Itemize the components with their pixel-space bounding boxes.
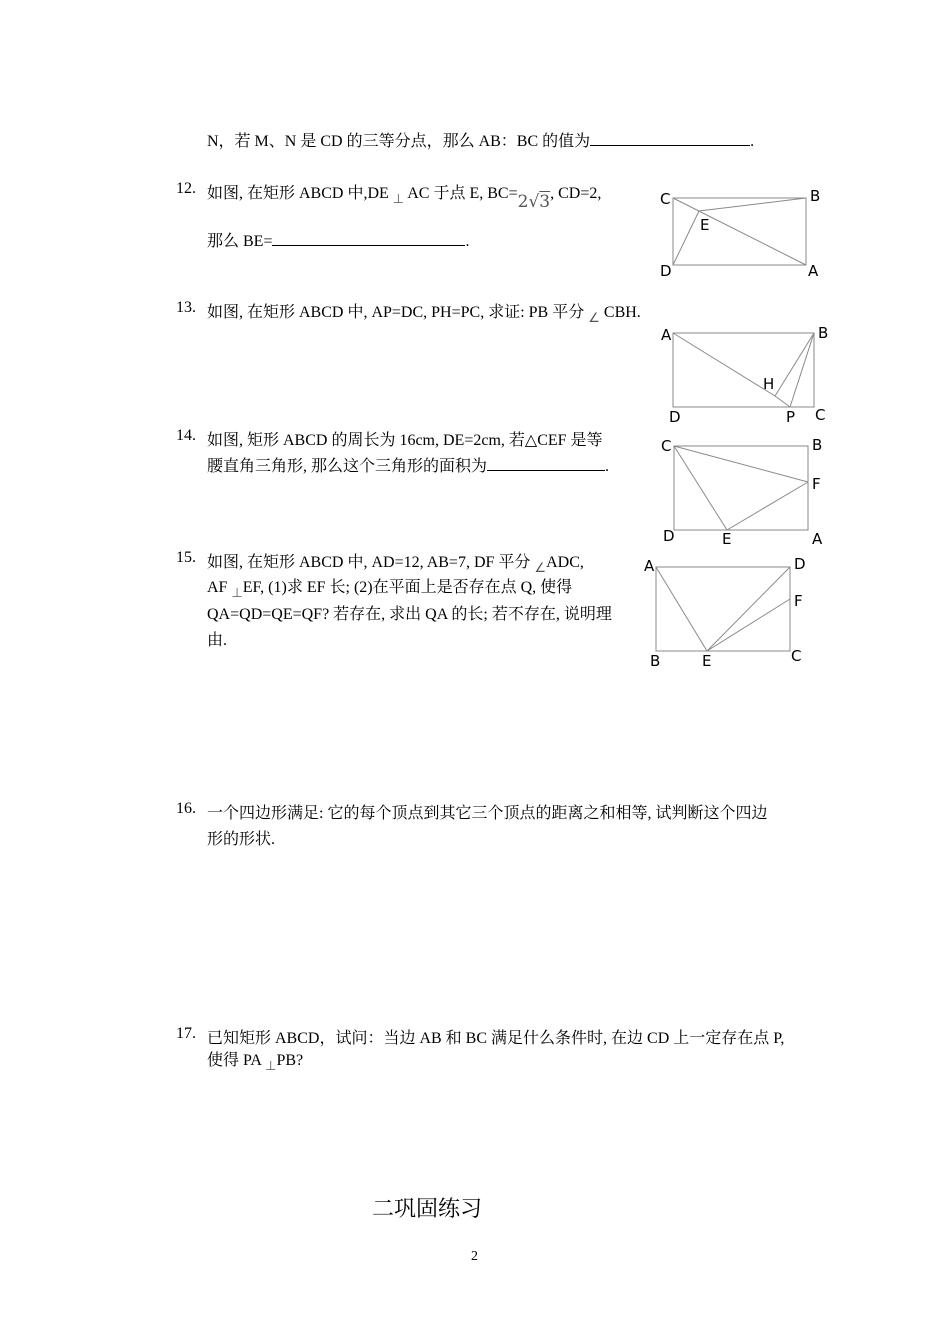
q13-label-h: H <box>763 375 775 393</box>
section-title: 二巩固练习 <box>372 1197 483 1222</box>
q12-line-2 <box>207 228 469 251</box>
q12-line-1 <box>207 180 602 212</box>
q12-text-2: 那么 BE= <box>207 233 273 250</box>
q14-segment-ef <box>727 482 808 530</box>
q13-segment-ah <box>673 333 775 396</box>
q15-label-e: E <box>702 652 712 670</box>
q12-diagonal-ca <box>673 198 806 265</box>
q14-label-d: D <box>663 527 675 545</box>
q12-text-1b: AC 于点 E, BC= <box>407 185 518 202</box>
q14-end: . <box>605 458 610 475</box>
q12-text-1c: , CD=2, <box>550 185 602 202</box>
q13-segment-hp <box>775 396 790 407</box>
q12-sqrt-radicand: 3 <box>539 192 551 212</box>
q13-line-1 <box>207 299 641 326</box>
q15-label-a: A <box>644 557 655 575</box>
q14-figure <box>655 434 830 548</box>
q14-label-e: E <box>722 530 732 548</box>
q16-number: 16. <box>176 800 196 817</box>
q14-label-c: C <box>661 437 672 455</box>
q14-label-f: F <box>812 475 821 493</box>
q13-segment-pb <box>790 333 814 407</box>
q11-answer-blank <box>590 130 750 146</box>
q16-line-1: 一个四边形满足: 它的每个顶点到其它三个顶点的距离之和相等, 试判断这个四边 <box>207 805 768 822</box>
q15-number: 15. <box>176 549 196 566</box>
q16-line-2: 形的形状. <box>207 831 276 848</box>
q12-text-1a: 如图, 在矩形 ABCD 中,DE <box>207 185 389 202</box>
q14-answer-blank <box>487 455 605 471</box>
q13-label-a: A <box>661 326 672 344</box>
q17-text-2b: PB? <box>276 1052 304 1069</box>
q15-text-2b: EF, (1)求 EF 长; (2)在平面上是否存在点 Q, 使得 <box>242 579 573 596</box>
q14-number: 14. <box>176 427 196 444</box>
perpendicular-symbol: ⊥ <box>265 1059 277 1074</box>
q15-segment-ef <box>707 599 790 651</box>
q11-tail-text: N，若 M、N 是 CD 的三等分点，那么 AB：BC 的值为 <box>207 133 591 150</box>
q17-line-2 <box>207 1047 304 1074</box>
q13-text-a: 如图, 在矩形 ABCD 中, AP=DC, PH=PC, 求证: PB 平分 <box>207 304 585 321</box>
q15-line-2 <box>207 574 573 601</box>
q15-text-2a: AF <box>207 579 228 596</box>
q15-text-1b: ADC, <box>546 554 584 571</box>
q15-line-1 <box>207 549 584 576</box>
q14-line-2 <box>207 453 609 476</box>
angle-symbol: ∠ <box>588 311 600 326</box>
q12-segment-eb <box>699 198 806 211</box>
q12-label-d: D <box>660 262 672 280</box>
q13-label-c: C <box>815 406 826 424</box>
q13-figure <box>655 322 830 426</box>
q15-label-f: F <box>794 592 803 610</box>
q15-rectangle <box>656 567 790 651</box>
q12-figure <box>655 186 825 280</box>
angle-symbol: ∠ <box>534 561 547 576</box>
q12-sqrt-coef: 2 <box>517 192 529 212</box>
q11-tail-end: . <box>750 133 755 150</box>
perpendicular-symbol: ⊥ <box>392 192 405 207</box>
q12-label-e: E <box>700 216 710 234</box>
q13-rectangle <box>673 333 814 407</box>
q14-label-a: A <box>812 530 823 548</box>
q12-sqrt-expression: 2√3 <box>517 192 551 212</box>
q14-text-2: 腰直角三角形, 那么这个三角形的面积为 <box>207 458 488 475</box>
q15-segment-ae <box>656 567 707 651</box>
q14-line-1: 如图, 矩形 ABCD 的周长为 16cm, DE=2cm, 若△CEF 是等 <box>207 432 603 449</box>
q15-text-1a: 如图, 在矩形 ABCD 中, AD=12, AB=7, DF 平分 <box>207 554 531 571</box>
q12-number: 12. <box>176 180 196 197</box>
page-number: 2 <box>471 1249 478 1264</box>
q15-segment-ed <box>707 567 790 651</box>
q12-segment-de <box>673 211 699 265</box>
q13-label-d: D <box>669 408 681 426</box>
q17-number: 17. <box>176 1025 196 1042</box>
q13-label-p: P <box>786 408 796 426</box>
q12-label-c: C <box>660 190 671 208</box>
q13-number: 13. <box>176 299 196 316</box>
q11-tail-line <box>207 128 754 151</box>
q15-figure <box>640 555 815 670</box>
q13-label-b: B <box>818 324 829 342</box>
q12-answer-blank <box>272 230 465 246</box>
q13-text-b: CBH. <box>603 304 641 321</box>
q14-label-b: B <box>812 436 823 454</box>
q15-line-3: QA=QD=QE=QF? 若存在, 求出 QA 的长; 若不存在, 说明理 <box>207 606 612 623</box>
q15-label-d: D <box>794 555 806 573</box>
q14-segment-cf <box>674 446 808 482</box>
q12-label-b: B <box>810 187 821 205</box>
q15-line-4: 由. <box>207 632 228 649</box>
q17-line-1: 已知矩形 ABCD，试问：当边 AB 和 BC 满足什么条件时, 在边 CD 上一定存在点 P, <box>207 1030 785 1047</box>
q13-segment-hb <box>775 333 814 396</box>
q12-label-a: A <box>808 262 819 280</box>
q15-label-c: C <box>791 647 802 665</box>
q15-label-b: B <box>650 652 661 670</box>
q17-text-2a: 使得 PA <box>207 1052 262 1069</box>
q14-rectangle <box>674 446 808 530</box>
q12-end: . <box>465 233 470 250</box>
perpendicular-symbol: ⊥ <box>231 586 243 601</box>
